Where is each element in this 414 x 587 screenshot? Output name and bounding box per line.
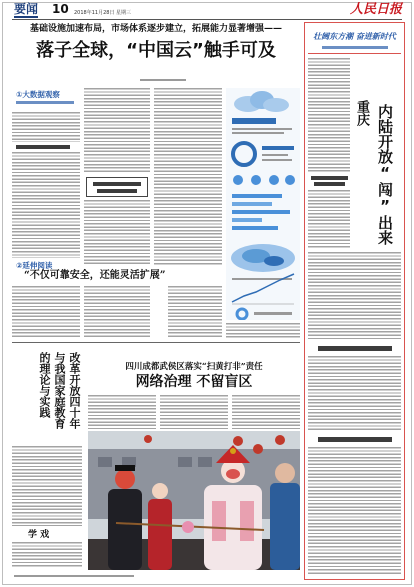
infographic-text [262,159,292,161]
body-text-column [84,88,150,174]
article-byline [140,79,186,81]
body-text-column [308,190,350,248]
issue-date: 2018年11月28日 星期三 [74,10,132,16]
infographic-figure [262,146,294,150]
body-text-column [168,286,222,338]
feature-divider [308,53,401,54]
body-text-column [12,446,82,526]
infographic-label-band [232,118,276,124]
pull-quote-line [93,182,141,186]
body-text-column [308,356,401,432]
article-subheadline: “不仅可靠安全，还能灵活扩展” [24,270,166,281]
infographic-cloud-map [231,244,295,272]
feature-subhead [318,346,392,351]
feature-subhead [318,437,392,442]
cloud-infographic [226,88,300,320]
body-text-column [12,152,80,258]
body-text-column [12,286,80,338]
infographic-text [254,312,292,315]
page-footer-credits [14,575,134,577]
series-subtitle [322,46,388,49]
series-title: 壮阔东方潮 奋进新时代 [313,32,396,41]
feature-headline: 内陆开放“闯”出来 [376,104,394,245]
news-kicker: 四川成都武侯区落实“扫黄打非”责任 [125,362,263,372]
section-rule [12,342,300,343]
body-text-column [154,88,222,266]
extended-reading-tag: ②延伸阅读 [16,261,53,270]
feature-subhead [311,176,348,180]
sidebar-tag-subline [16,101,74,104]
section-label: 要闻 [14,2,39,16]
newspaper-logo: 人民日报 [349,2,402,17]
body-text-column [12,112,80,142]
header-rule [12,19,402,20]
photo-title: 学 戏 [28,530,50,540]
infographic-caption [226,323,300,338]
feature-subhead [314,182,345,186]
body-text-column [308,252,401,340]
body-text-column [232,395,300,429]
sidebar-tag: ①大数据观察 [16,90,60,99]
commentary-headline: 改革开放四十年与我国家庭教育的理论与实践 [38,352,81,429]
infographic-text [262,154,288,156]
body-text-column [84,286,150,338]
body-text-column [308,58,350,172]
news-headline: 网络治理 不留盲区 [135,374,253,390]
body-text-column [160,395,228,429]
column-subhead [16,145,70,149]
prop-flower [182,521,194,533]
infographic-text [232,128,292,130]
body-text-column [308,447,401,575]
opera-photo [88,431,300,570]
article-kicker: 基础设施加速布局，市场体系逐步建立，拓展能力显著增强—— [29,24,282,34]
article-headline: 落子全球，“中国云”触手可及 [36,40,276,61]
feature-place: 重庆 [354,100,369,126]
pull-quote-line [97,189,137,193]
photo-caption [12,542,82,568]
infographic-text [232,132,284,134]
pull-quote-box [86,177,148,197]
page-number: 10 [52,2,69,16]
body-text-column [88,395,156,429]
body-text-column [84,200,150,266]
